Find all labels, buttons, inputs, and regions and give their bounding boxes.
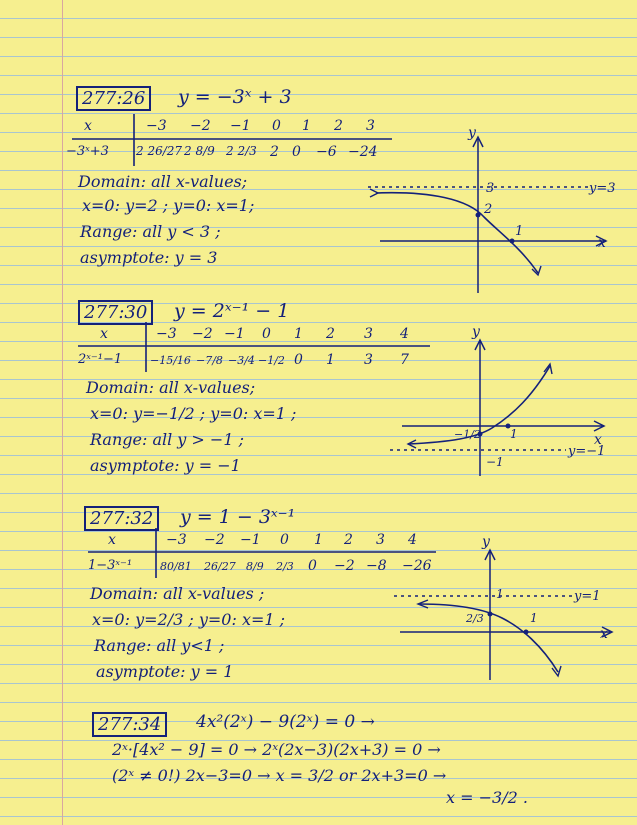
table-y-cell: −3/4 bbox=[228, 354, 255, 367]
final-line-4: x = −3/2 . bbox=[446, 788, 528, 807]
point-label: −1/2 bbox=[454, 428, 481, 441]
axis-label-x: x bbox=[600, 626, 608, 642]
table-y-cell: 2 8/9 bbox=[184, 144, 215, 158]
intercepts-line: x=0: y=2/3 ; y=0: x=1 ; bbox=[92, 610, 286, 629]
asymptote-line: asymptote: y = 3 bbox=[80, 248, 218, 267]
point-label: 1 bbox=[530, 611, 538, 625]
axis-label-x: x bbox=[598, 235, 606, 251]
table-x-cell: 1 bbox=[294, 326, 303, 342]
table-x-cell: 3 bbox=[376, 532, 385, 548]
table-y-cell: −1/2 bbox=[258, 354, 285, 367]
range-line: Range: all y<1 ; bbox=[94, 636, 225, 655]
point-label: 1 bbox=[510, 427, 518, 441]
table-x-cell: −1 bbox=[240, 532, 261, 548]
problem-equation: y = 1 − 3ˣ⁻¹ bbox=[180, 506, 296, 528]
table-x-cell: 3 bbox=[364, 326, 373, 342]
final-line-2: 2ˣ·[4x² − 9] = 0 → 2ˣ(2x−3)(2x+3) = 0 → bbox=[112, 740, 441, 759]
intercepts-line: x=0: y=−1/2 ; y=0: x=1 ; bbox=[90, 404, 297, 423]
table-y-cell: −7/8 bbox=[196, 354, 223, 367]
table-x-cell: 0 bbox=[262, 326, 271, 342]
table-y-cell: 8/9 bbox=[246, 560, 264, 573]
problem-label: 277:26 bbox=[76, 86, 151, 111]
table-x-header: x bbox=[108, 532, 116, 548]
point-label: 1 bbox=[515, 224, 524, 239]
table-x-cell: −2 bbox=[190, 118, 211, 134]
table-x-cell: 0 bbox=[280, 532, 289, 548]
y-intercept-dot bbox=[488, 612, 493, 617]
domain-line: Domain: all x-values; bbox=[78, 172, 248, 191]
table-x-header: x bbox=[84, 118, 92, 134]
x-intercept-dot bbox=[524, 630, 529, 635]
table-y-cell: 2/3 bbox=[276, 560, 294, 573]
table-x-cell: −2 bbox=[204, 532, 225, 548]
table-x-cell: −1 bbox=[230, 118, 251, 134]
point-label: 2/3 bbox=[466, 612, 484, 625]
table-x-cell: −1 bbox=[224, 326, 245, 342]
table-y-cell: 3 bbox=[364, 352, 373, 368]
domain-line: Domain: all x-values; bbox=[86, 378, 256, 397]
final-line-3: (2ˣ ≠ 0!) 2x−3=0 → x = 3/2 or 2x+3=0 → bbox=[112, 766, 447, 785]
point-label: 2 bbox=[484, 202, 493, 217]
axis-label-y: y bbox=[472, 324, 480, 340]
table-x-cell: −3 bbox=[166, 532, 187, 548]
intercepts-line: x=0: y=2 ; y=0: x=1; bbox=[82, 196, 255, 215]
table-y-cell: −8 bbox=[366, 558, 387, 574]
table-x-cell: −2 bbox=[192, 326, 213, 342]
problem-equation: y = 2ˣ⁻¹ − 1 bbox=[174, 300, 290, 322]
table-y-cell: 0 bbox=[308, 558, 317, 574]
table-x-cell: 1 bbox=[302, 118, 311, 134]
table-x-header: x bbox=[100, 326, 108, 342]
table-x-cell: 2 bbox=[326, 326, 335, 342]
table-y-header: 2ˣ⁻¹−1 bbox=[78, 352, 123, 367]
table-x-cell: 2 bbox=[344, 532, 353, 548]
table-x-cell: −3 bbox=[156, 326, 177, 342]
table-y-cell: 80/81 bbox=[160, 560, 192, 573]
range-line: Range: all y < 3 ; bbox=[80, 222, 221, 241]
table-y-cell: 2 26/27 bbox=[136, 144, 183, 158]
axis-label-y: y bbox=[468, 125, 476, 141]
asymptote-line: asymptote: y = −1 bbox=[90, 456, 241, 475]
asymptote-label: y=1 bbox=[574, 589, 601, 604]
graph-3 bbox=[390, 530, 630, 690]
table-y-cell: 2 2/3 bbox=[226, 144, 257, 158]
domain-line: Domain: all x-values ; bbox=[90, 584, 265, 603]
problem-label: 277:32 bbox=[84, 506, 159, 531]
problem-label: 277:30 bbox=[78, 300, 153, 325]
table-y-cell: 7 bbox=[400, 352, 409, 368]
table-y-cell: 0 bbox=[294, 352, 303, 368]
table-x-cell: 4 bbox=[408, 532, 417, 548]
table-x-cell: 1 bbox=[314, 532, 323, 548]
axis-label-y: y bbox=[482, 534, 490, 550]
axis-label-x: x bbox=[594, 432, 602, 448]
table-x-cell: 2 bbox=[334, 118, 343, 134]
point-label: 3 bbox=[486, 181, 495, 196]
table-y-cell: 26/27 bbox=[204, 560, 236, 573]
table-y-cell: −6 bbox=[316, 144, 337, 160]
table-x-cell: 4 bbox=[400, 326, 409, 342]
table-y-cell: 0 bbox=[292, 144, 301, 160]
point-label: −1 bbox=[486, 455, 504, 469]
point-label: 1 bbox=[496, 587, 504, 601]
table-y-cell: 2 bbox=[270, 144, 279, 160]
table-y-header: −3ˣ+3 bbox=[66, 144, 109, 159]
table-y-cell: −2 bbox=[334, 558, 355, 574]
table-y-cell: −24 bbox=[348, 144, 378, 160]
table-y-cell: −15/16 bbox=[150, 354, 191, 367]
table-x-cell: −3 bbox=[146, 118, 167, 134]
asymptote-line: asymptote: y = 1 bbox=[96, 662, 234, 681]
final-line-1: 4x²(2ˣ) − 9(2ˣ) = 0 → bbox=[196, 712, 375, 732]
table-y-header: 1−3ˣ⁻¹ bbox=[88, 558, 133, 573]
table-x-cell: 0 bbox=[272, 118, 281, 134]
problem-equation: y = −3ˣ + 3 bbox=[178, 86, 292, 108]
asymptote-label: y=−1 bbox=[568, 444, 606, 459]
table-y-cell: −26 bbox=[402, 558, 432, 574]
asymptote-label: y=3 bbox=[589, 181, 616, 196]
problem-label: 277:34 bbox=[92, 712, 167, 737]
range-line: Range: all y > −1 ; bbox=[90, 430, 244, 449]
table-x-cell: 3 bbox=[366, 118, 375, 134]
table-y-cell: 1 bbox=[326, 352, 335, 368]
